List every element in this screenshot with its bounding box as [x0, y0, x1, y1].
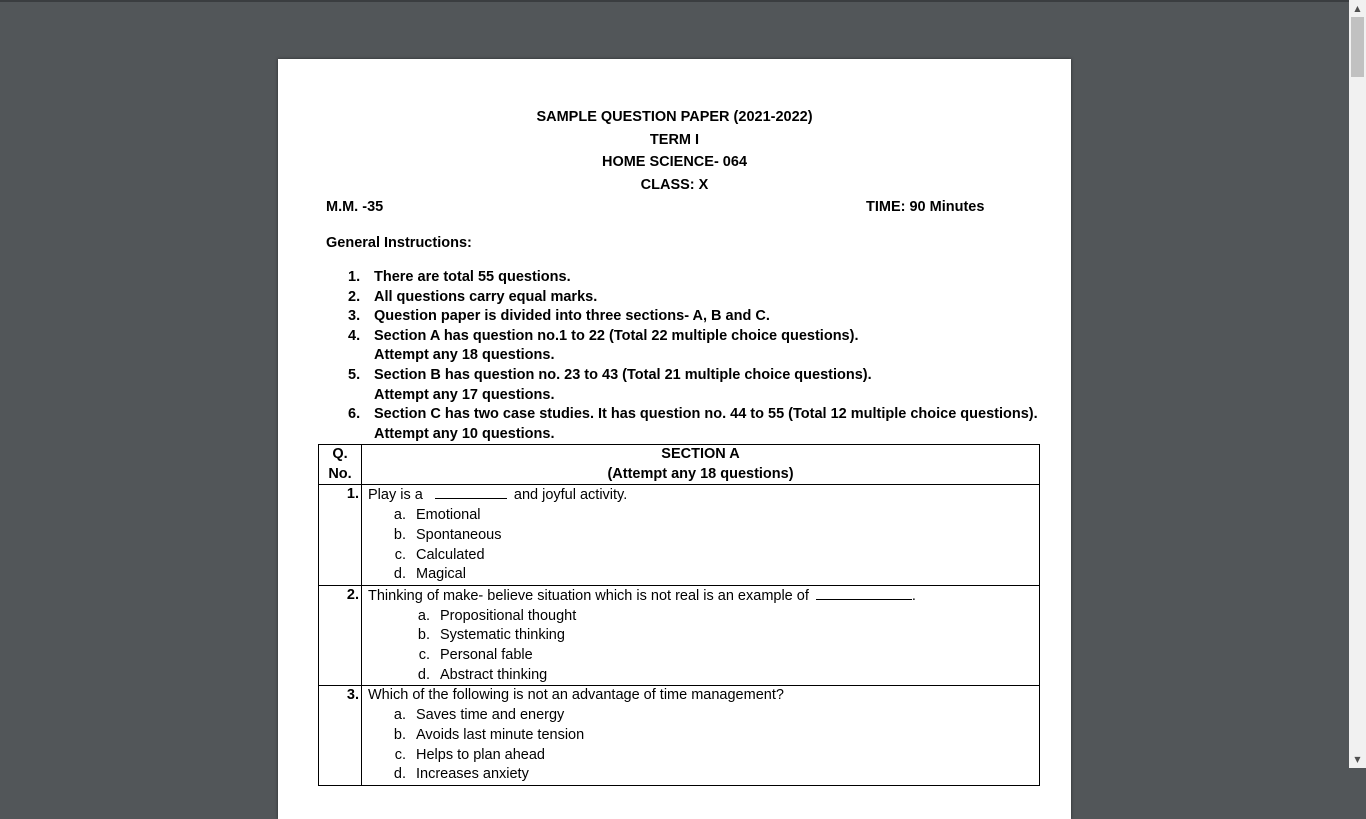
scrollbar-thumb[interactable] — [1351, 17, 1364, 77]
option-item — [368, 506, 1039, 526]
answer-blank — [816, 586, 912, 600]
option-label: d. — [393, 766, 406, 783]
question-text-end: and joyful activity. — [513, 487, 628, 504]
question-row — [319, 585, 1040, 686]
instruction-text-continued: Attempt any 17 questions. — [374, 386, 555, 403]
option-item — [368, 546, 1039, 566]
instruction-number: 2. — [348, 288, 361, 305]
instruction-text: Question paper is divided into three sections- A, B and C. — [374, 308, 770, 325]
option-text: Personal fable — [440, 647, 533, 664]
document-page — [278, 59, 1071, 819]
question-text-end: . — [911, 587, 916, 604]
instruction-item — [348, 307, 1048, 327]
subject-label: HOME SCIENCE- 064 — [601, 154, 748, 170]
option-item — [368, 765, 1039, 785]
instruction-text-continued: Attempt any 10 questions. — [374, 425, 555, 442]
option-item — [368, 706, 1039, 726]
option-label: c. — [418, 647, 430, 664]
instruction-text: There are total 55 questions. — [374, 269, 571, 285]
option-label: b. — [393, 726, 406, 743]
options-list — [368, 607, 1039, 686]
class-label: CLASS: X — [640, 177, 709, 193]
option-text: Emotional — [416, 507, 481, 524]
instruction-number: 4. — [348, 327, 361, 344]
instruction-item — [348, 268, 1048, 288]
question-number: 1. — [319, 485, 362, 586]
option-label: d. — [393, 566, 406, 583]
question-number: 3. — [319, 686, 362, 786]
option-label: a. — [393, 507, 406, 524]
section-header — [362, 445, 1040, 485]
options-list — [368, 506, 1039, 585]
instruction-text-continued: Attempt any 18 questions. — [374, 347, 555, 364]
option-label: a. — [393, 707, 406, 724]
option-text: Calculated — [416, 546, 485, 563]
option-item — [368, 726, 1039, 746]
option-item — [368, 666, 1039, 686]
paper-title: SAMPLE QUESTION PAPER (2021-2022) — [536, 109, 813, 125]
instruction-number: 5. — [348, 366, 361, 383]
option-item — [368, 626, 1039, 646]
max-marks: M.M. -35 — [326, 199, 384, 215]
option-item — [368, 526, 1039, 546]
option-text: Systematic thinking — [440, 627, 565, 644]
question-text-start: Play is a — [368, 487, 423, 504]
option-label: c. — [394, 746, 406, 763]
question-cell — [362, 485, 1040, 586]
instruction-item — [348, 327, 1048, 366]
qno-header — [319, 445, 362, 485]
question-text — [368, 586, 1039, 607]
option-text: Helps to plan ahead — [416, 746, 545, 763]
scroll-up-arrow-icon[interactable]: ▲ — [1349, 0, 1366, 17]
question-text — [368, 485, 1039, 506]
question-text: Which of the following is not an advantage of time management? — [368, 687, 784, 704]
option-text: Avoids last minute tension — [416, 726, 585, 743]
question-cell — [362, 686, 1040, 786]
instruction-text: Section C has two case studies. It has question no. 44 to 55 (Total 12 multiple choice questions). — [374, 406, 1038, 423]
instruction-number: 1. — [348, 269, 361, 285]
instruction-text: Section B has question no. 23 to 43 (Total 21 multiple choice questions). — [374, 366, 872, 383]
section-note: (Attempt any 18 questions) — [607, 465, 794, 482]
questions-table — [318, 444, 1040, 786]
option-label: c. — [394, 546, 406, 563]
question-number: 2. — [319, 585, 362, 686]
instructions-heading: General Instructions: — [326, 235, 472, 251]
option-label: b. — [417, 627, 430, 644]
option-item — [368, 607, 1039, 627]
instructions-list — [348, 268, 1048, 444]
qno-header-line1: Q. — [332, 446, 348, 462]
option-item — [368, 746, 1039, 766]
options-list — [368, 706, 1039, 785]
instruction-item — [348, 405, 1048, 444]
instruction-number: 6. — [348, 406, 361, 423]
question-row — [319, 686, 1040, 786]
table-header-row — [319, 445, 1040, 485]
term-label: TERM I — [649, 132, 700, 148]
option-label: a. — [417, 607, 430, 624]
option-text: Magical — [416, 566, 466, 583]
option-text: Saves time and energy — [416, 707, 565, 724]
instruction-text: All questions carry equal marks. — [374, 288, 598, 305]
instruction-text: Section A has question no.1 to 22 (Total 22 multiple choice questions). — [374, 327, 859, 344]
time-allowed: TIME: 90 Minutes — [866, 199, 985, 215]
question-row — [319, 485, 1040, 586]
vertical-scrollbar[interactable] — [1349, 0, 1366, 768]
question-cell — [362, 585, 1040, 686]
option-text: Propositional thought — [440, 607, 577, 624]
option-label: d. — [417, 666, 430, 683]
section-title: SECTION A — [661, 446, 740, 462]
question-text-start: Thinking of make- believe situation which is not real is an example of — [368, 587, 809, 604]
option-text: Abstract thinking — [440, 666, 548, 683]
instruction-number: 3. — [348, 308, 361, 325]
qno-header-line2: No. — [328, 465, 352, 482]
viewer-top-edge — [0, 0, 1366, 2]
answer-blank — [435, 485, 507, 499]
option-text: Spontaneous — [416, 526, 502, 543]
instruction-item — [348, 288, 1048, 308]
scroll-down-arrow-icon[interactable]: ▼ — [1349, 751, 1366, 768]
option-item — [368, 646, 1039, 666]
instruction-item — [348, 366, 1048, 405]
option-item — [368, 565, 1039, 585]
option-text: Increases anxiety — [416, 766, 529, 783]
option-label: b. — [393, 526, 406, 543]
